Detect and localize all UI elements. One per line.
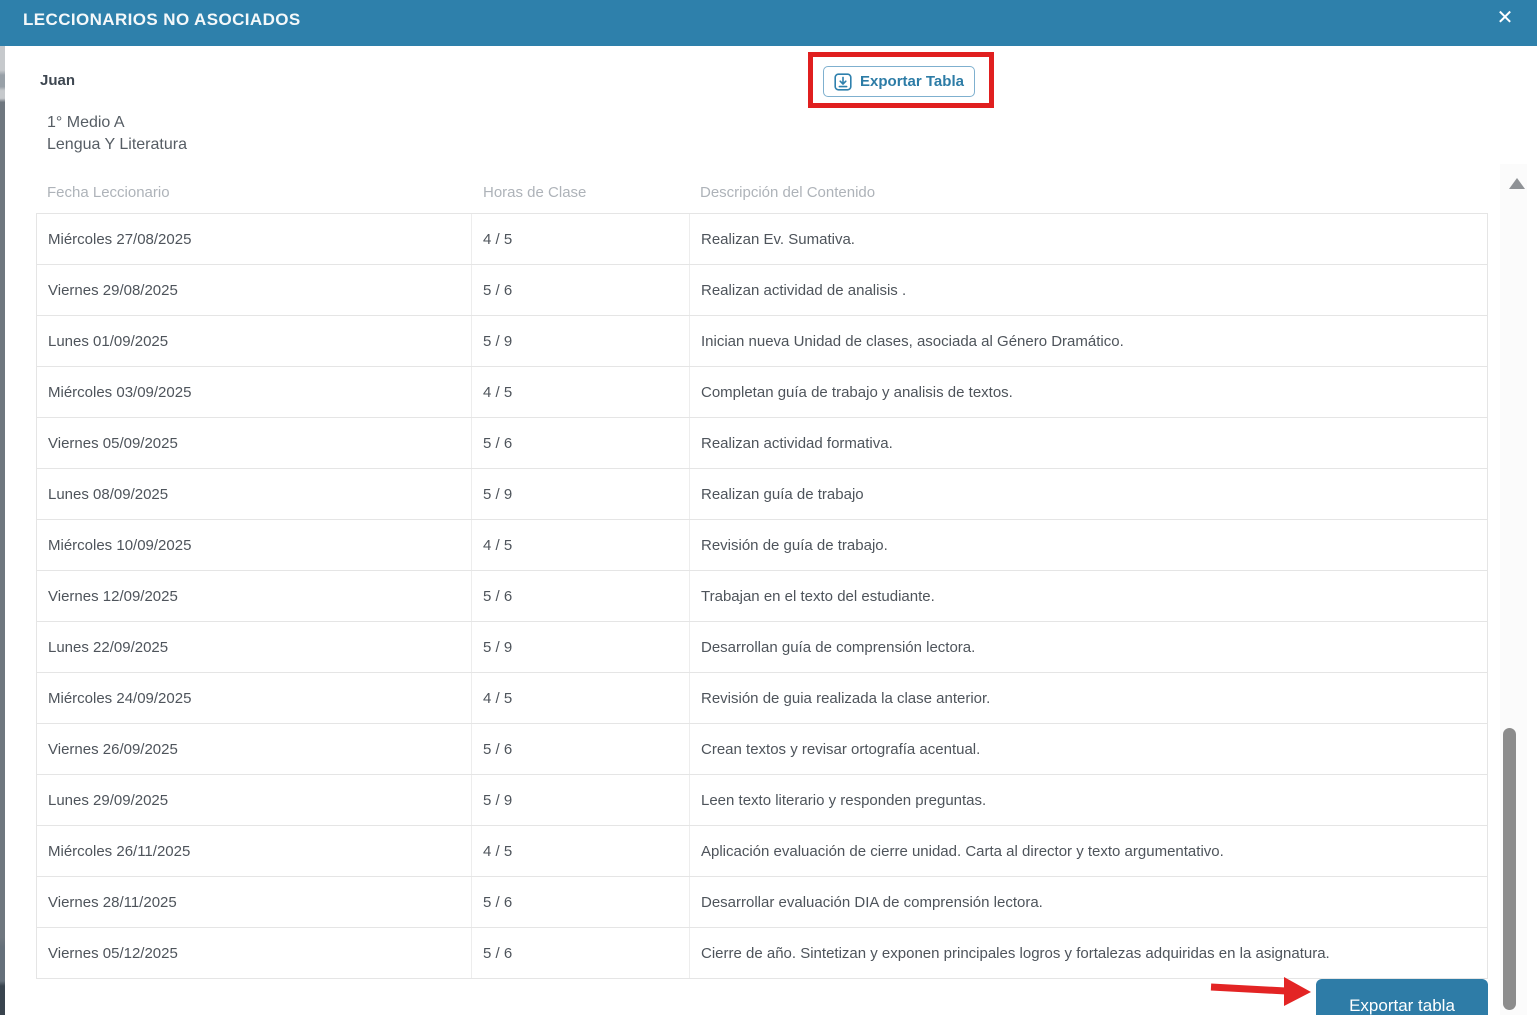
cell-description: Desarrollar evaluación DIA de comprensión lectora.	[689, 877, 1487, 927]
page-edge-strip	[0, 46, 5, 1015]
table-row	[37, 418, 1487, 469]
cell-hours: 5 / 6	[471, 571, 689, 621]
table-row	[37, 775, 1487, 826]
cell-date: Viernes 29/08/2025	[48, 281, 178, 299]
table-row	[37, 571, 1487, 622]
table-row	[37, 622, 1487, 673]
subject-name: Lengua Y Literatura	[47, 136, 187, 153]
leccionarios-table	[36, 213, 1488, 979]
cell-description: Revisión de guia realizada la clase anterior.	[689, 673, 1487, 723]
cell-description: Revisión de guía de trabajo.	[689, 520, 1487, 570]
table-row	[37, 214, 1487, 265]
cell-date: Viernes 28/11/2025	[48, 893, 177, 911]
cell-description: Desarrollan guía de comprensión lectora.	[689, 622, 1487, 672]
column-header-descripcion: Descripción del Contenido	[700, 184, 876, 201]
table-row	[37, 826, 1487, 877]
cell-description: Realizan actividad de analisis .	[689, 265, 1487, 315]
cell-date: Miércoles 26/11/2025	[48, 842, 191, 860]
table-row	[37, 673, 1487, 724]
course-name: 1° Medio A	[47, 114, 125, 131]
close-icon[interactable]: ✕	[1496, 7, 1514, 29]
cell-description: Realizan guía de trabajo	[689, 469, 1487, 519]
cell-date: Miércoles 10/09/2025	[48, 536, 192, 554]
export-table-button-top[interactable]	[823, 66, 975, 97]
cell-hours: 4 / 5	[471, 520, 689, 570]
cell-date: Lunes 29/09/2025	[48, 791, 169, 809]
file-download-icon	[834, 73, 852, 91]
cell-date: Viernes 05/12/2025	[48, 944, 178, 962]
cell-description: Crean textos y revisar ortografía acentual.	[689, 724, 1487, 774]
cell-date: Miércoles 03/09/2025	[48, 383, 192, 401]
cell-hours: 5 / 6	[471, 418, 689, 468]
scrollbar-thumb[interactable]	[1503, 728, 1516, 1010]
cell-date: Lunes 08/09/2025	[48, 485, 169, 503]
export-table-top-label: Exportar Tabla	[860, 73, 964, 90]
column-header-fecha: Fecha Leccionario	[47, 184, 170, 201]
cell-hours: 5 / 6	[471, 724, 689, 774]
table-row	[37, 877, 1487, 928]
cell-hours: 4 / 5	[471, 673, 689, 723]
column-header-horas: Horas de Clase	[483, 184, 587, 201]
cell-description: Leen texto literario y responden preguntas.	[689, 775, 1487, 825]
table-row	[37, 367, 1487, 418]
cell-description: Inician nueva Unidad de clases, asociada al Género Dramático.	[689, 316, 1487, 366]
red-arrow-annotation	[1208, 976, 1312, 1008]
cell-date: Lunes 22/09/2025	[48, 638, 169, 656]
cell-description: Aplicación evaluación de cierre unidad. Carta al director y texto argumentativo.	[689, 826, 1487, 876]
cell-date: Miércoles 27/08/2025	[48, 230, 192, 248]
cell-hours: 4 / 5	[471, 826, 689, 876]
table-row	[37, 469, 1487, 520]
table-row	[37, 724, 1487, 775]
cell-hours: 5 / 6	[471, 928, 689, 978]
table-row	[37, 265, 1487, 316]
cell-date: Viernes 05/09/2025	[48, 434, 178, 452]
modal-title: LECCIONARIOS NO ASOCIADOS	[23, 9, 301, 29]
table-row	[37, 316, 1487, 367]
cell-description: Realizan actividad formativa.	[689, 418, 1487, 468]
teacher-name: Juan	[40, 72, 76, 89]
cell-description: Cierre de año. Sintetizan y exponen principales logros y fortalezas adquiridas en la asignatura.	[689, 928, 1487, 978]
cell-hours: 5 / 9	[471, 775, 689, 825]
scroll-up-arrow-icon[interactable]	[1509, 178, 1525, 189]
red-highlight-box	[808, 52, 994, 108]
cell-hours: 5 / 9	[471, 469, 689, 519]
cell-hours: 4 / 5	[471, 367, 689, 417]
cell-description: Realizan Ev. Sumativa.	[689, 214, 1487, 264]
cell-hours: 4 / 5	[471, 214, 689, 264]
cell-hours: 5 / 6	[471, 877, 689, 927]
export-table-button-bottom[interactable]	[1316, 979, 1488, 1015]
cell-hours: 5 / 6	[471, 265, 689, 315]
cell-hours: 5 / 9	[471, 622, 689, 672]
modal-header	[0, 0, 1537, 46]
table-row	[37, 928, 1487, 978]
cell-date: Viernes 26/09/2025	[48, 740, 178, 758]
cell-description: Completan guía de trabajo y analisis de textos.	[689, 367, 1487, 417]
cell-hours: 5 / 9	[471, 316, 689, 366]
cell-date: Miércoles 24/09/2025	[48, 689, 192, 707]
cell-description: Trabajan en el texto del estudiante.	[689, 571, 1487, 621]
table-row	[37, 520, 1487, 571]
cell-date: Lunes 01/09/2025	[48, 332, 169, 350]
cell-date: Viernes 12/09/2025	[48, 587, 178, 605]
export-table-bottom-label: Exportar tabla	[1349, 996, 1455, 1015]
